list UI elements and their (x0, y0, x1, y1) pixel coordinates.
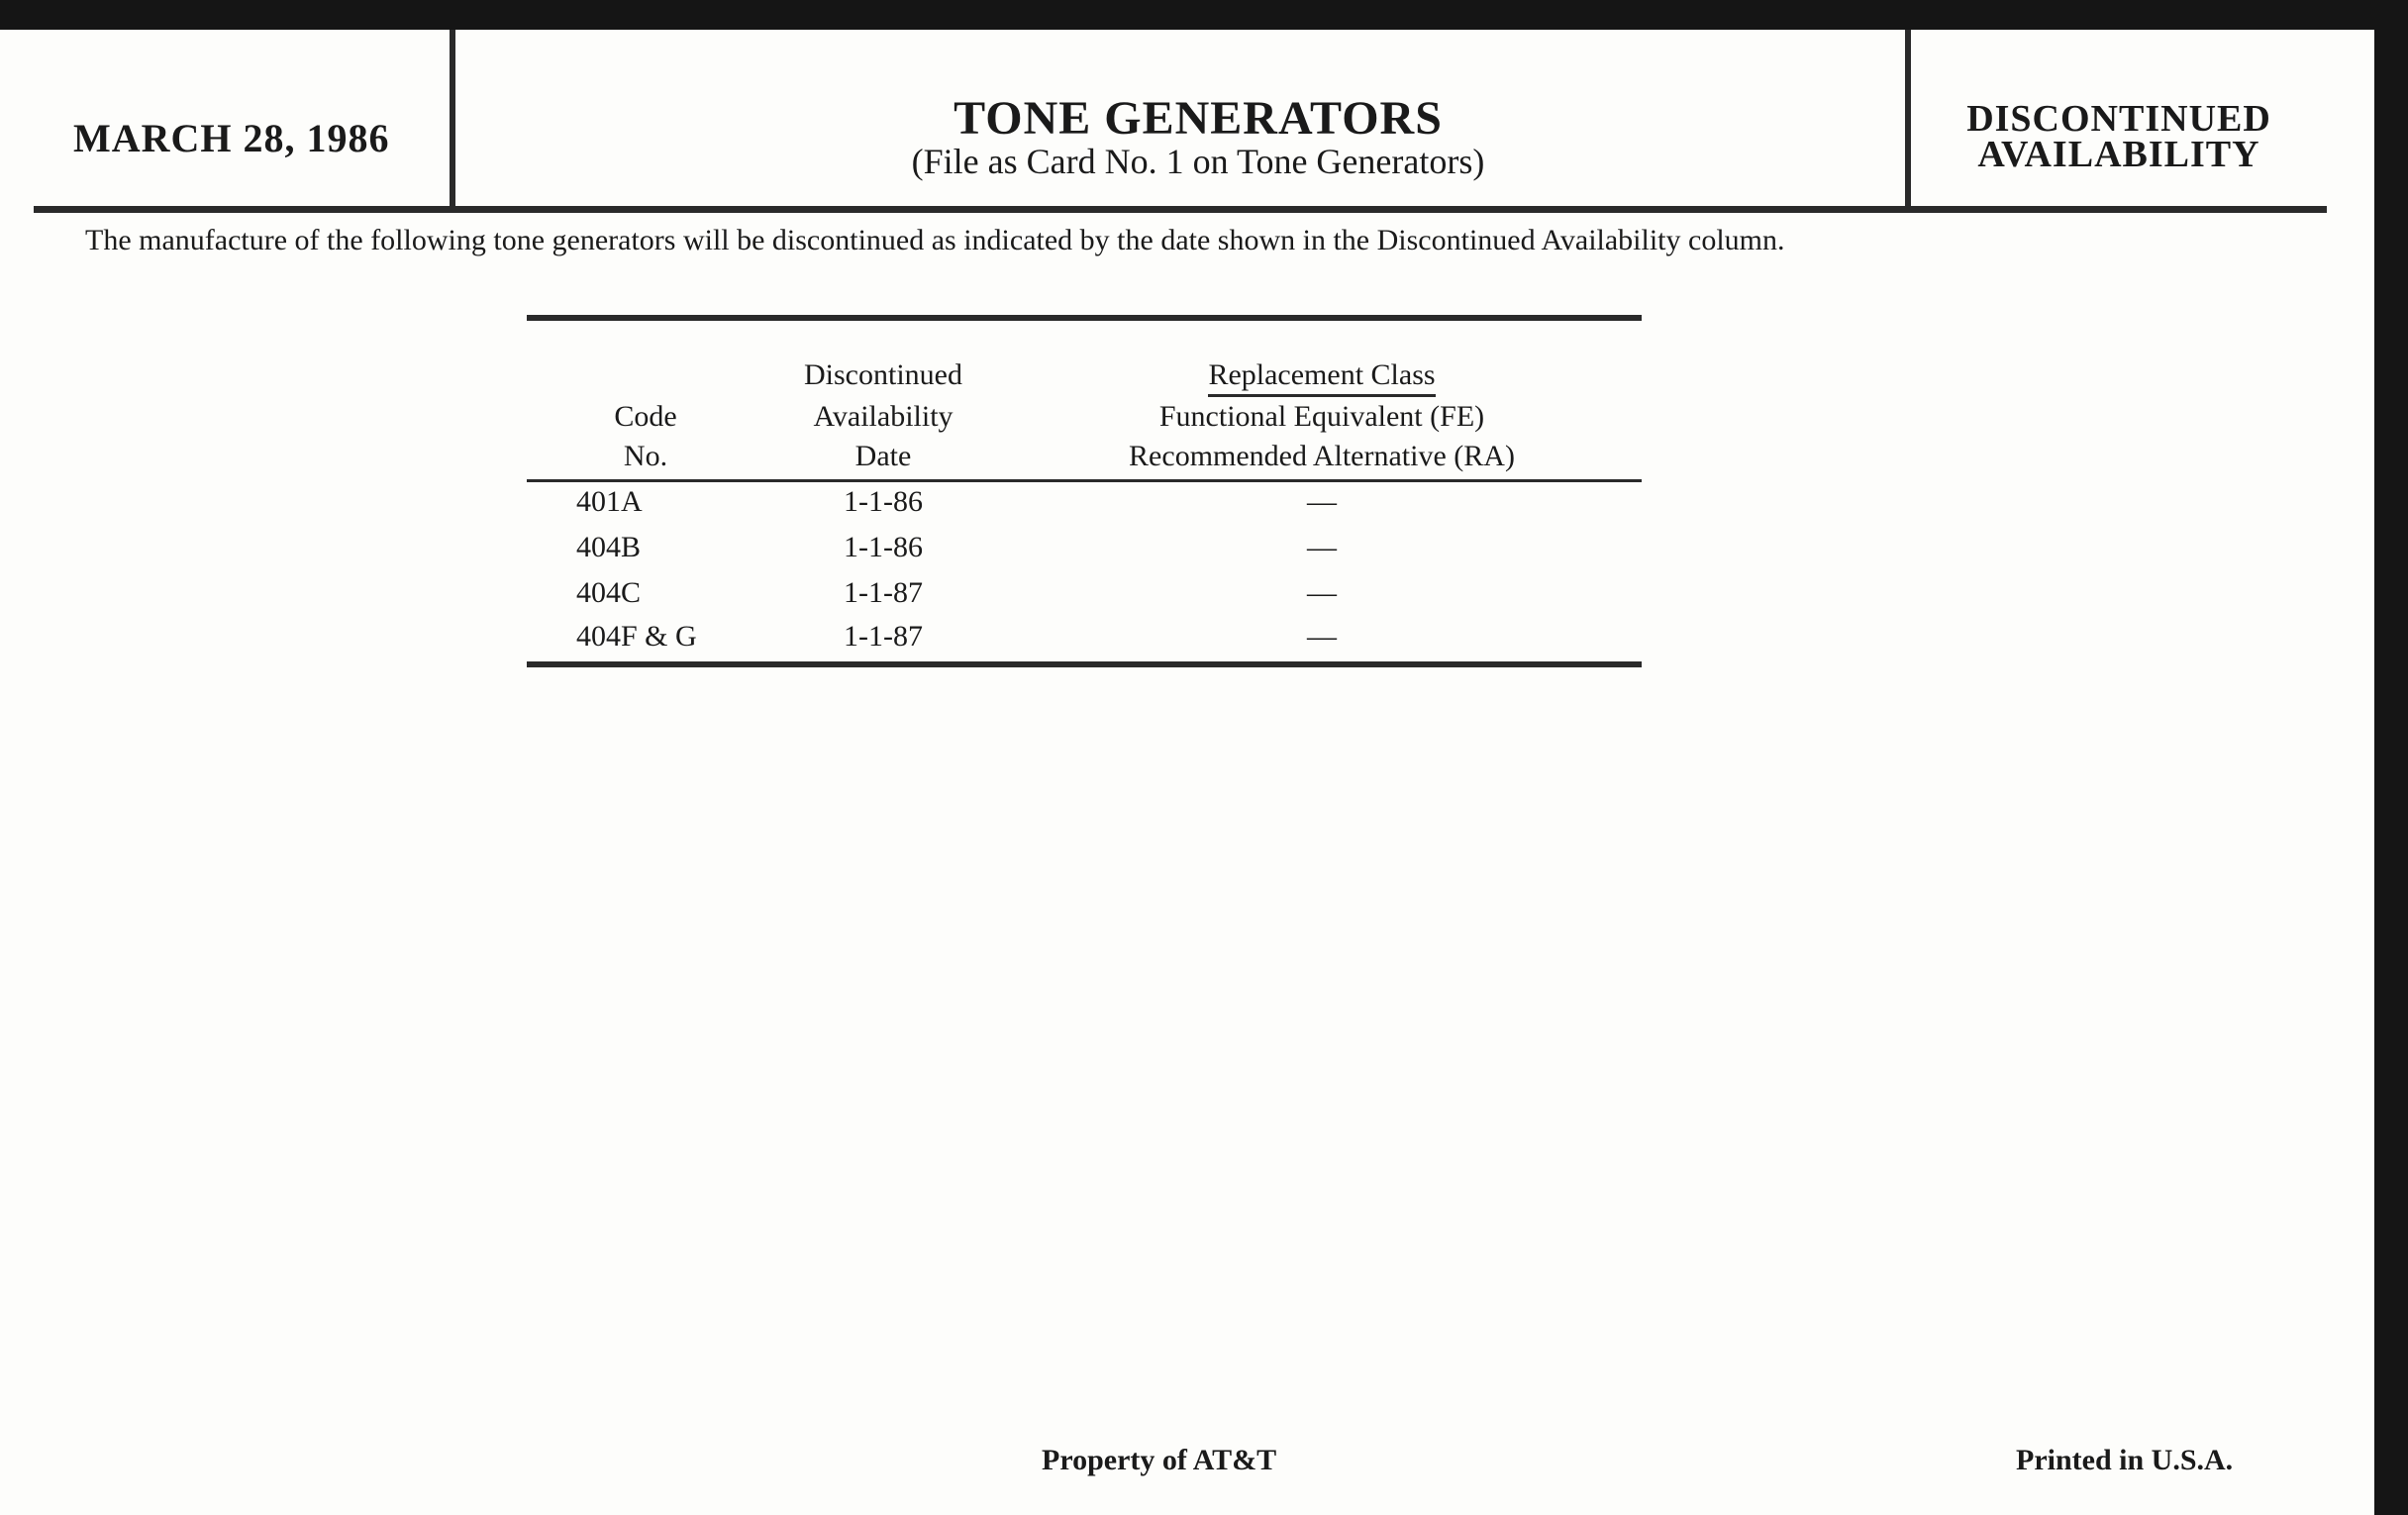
scan-border-right (2374, 0, 2408, 1515)
issue-date: MARCH 28, 1986 (73, 116, 390, 160)
footer-printed: Printed in U.S.A. (2016, 1444, 2234, 1476)
status-line-1: DISCONTINUED (1966, 98, 2271, 140)
document-header (34, 30, 2327, 213)
row-1-replacement: — (1307, 485, 1337, 518)
header-replacement-line2: Functional Equivalent (FE) (1158, 400, 1485, 433)
row-2-replacement: — (1307, 531, 1337, 563)
row-4-replacement: — (1307, 620, 1337, 653)
header-title-cell (455, 30, 1941, 206)
row-3-code: 404C (576, 576, 642, 609)
row-1-date: 1-1-86 (844, 485, 923, 518)
header-replacement-line1 (1002, 358, 1642, 397)
header-date-line3: Date (854, 440, 912, 472)
document-subtitle: (File as Card No. 1 on Tone Generators) (911, 142, 1485, 181)
header-status-cell (1905, 30, 2327, 206)
document-title: TONE GENERATORS (953, 92, 1443, 145)
row-2-date: 1-1-86 (844, 531, 923, 563)
row-3-date: 1-1-87 (844, 576, 923, 609)
header-date-line1: Discontinued (804, 358, 962, 391)
replacement-class-label: Replacement Class (1208, 358, 1435, 397)
table-top-rule (527, 315, 1642, 321)
table-header-rule (527, 479, 1642, 482)
intro-paragraph: The manufacture of the following tone generators will be discontinued as indicated by the date shown in the Discontinued Availability column. (85, 224, 1785, 256)
status-line-2: AVAILABILITY (1977, 134, 2260, 175)
header-date-line2: Availability (813, 400, 953, 433)
scan-border-top (0, 0, 2408, 30)
row-4-code: 404F & G (576, 620, 697, 653)
header-code-line1: Code (614, 400, 677, 433)
header-date-cell (34, 30, 455, 206)
row-2-code: 404B (576, 531, 642, 563)
document-page (0, 30, 2374, 1515)
table-bottom-rule (527, 661, 1642, 667)
row-3-replacement: — (1307, 576, 1337, 609)
header-replacement-line3: Recommended Alternative (RA) (1129, 440, 1515, 472)
row-4-date: 1-1-87 (844, 620, 923, 653)
row-1-code: 401A (576, 485, 643, 518)
footer-property: Property of AT&T (1042, 1444, 1277, 1476)
header-code-line2: No. (623, 440, 668, 472)
